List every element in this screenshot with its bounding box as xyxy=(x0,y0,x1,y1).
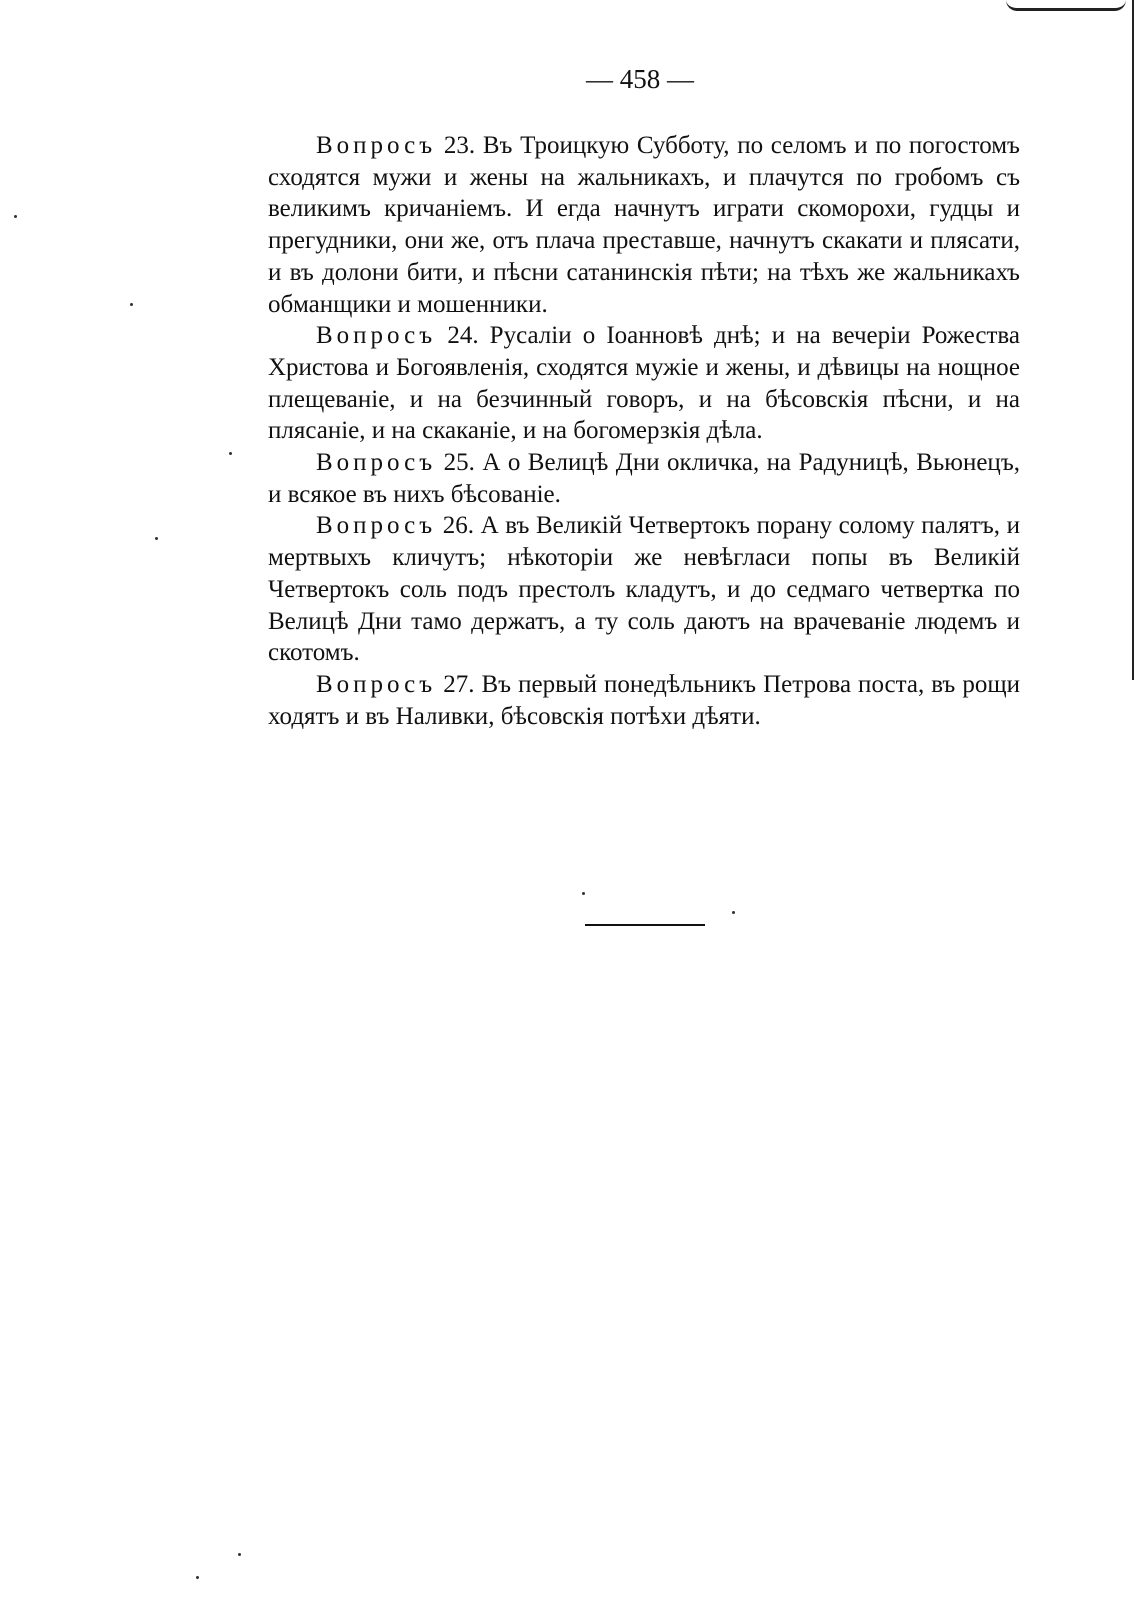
paragraph-question-26 xyxy=(268,510,1020,669)
page-number: — 458 — xyxy=(586,64,694,94)
end-divider-rule xyxy=(585,924,705,926)
paragraph-question-27 xyxy=(268,669,1020,732)
scan-speck xyxy=(130,303,133,306)
scan-speck xyxy=(196,1576,199,1579)
scan-speck xyxy=(238,1553,241,1556)
paragraph-text: 23. Въ Троицкую Субботу, по селомъ и по погостомъ сходятся мужи и жены на жальникахъ, и плачутся по гробомъ съ великимъ кричаніемъ. И егда начнутъ играти скоморохи, гудцы и прегудники, они же, отъ плача преставше, начнутъ скакати и плясати, и въ долони бити, и пѣсни сатанинскія пѣти; на тѣхъ же жальникахъ обманщики и мошенники. xyxy=(268,132,1020,318)
scan-edge-line xyxy=(1132,0,1134,680)
scan-speck xyxy=(155,537,158,540)
scan-speck xyxy=(229,452,232,455)
paragraph-text: 26. А въ Великій Четвертокъ порану солому палятъ, и мертвыхъ кличутъ; нѣкоторіи же невѣгласи попы въ Великій Четвертокъ соль подъ престолъ кладутъ, и до седмаго четвертка по Велицѣ Дни тамо держатъ, а ту соль даютъ на врачеваніе людемъ и скотомъ. xyxy=(268,512,1020,667)
question-label: Вопросъ xyxy=(316,132,437,159)
paragraph-question-24 xyxy=(268,320,1020,447)
scan-speck xyxy=(732,911,735,914)
question-label: Вопросъ xyxy=(316,512,437,540)
question-label: Вопросъ xyxy=(316,322,437,350)
paragraph-question-23 xyxy=(268,130,1020,320)
question-label: Вопросъ xyxy=(316,670,437,698)
paragraph-text: 27. Въ первый понедѣльникъ Петрова поста, въ рощи ходятъ и въ Наливки, бѣсовскія потѣхи дѣяти. xyxy=(268,670,1020,730)
paragraph-question-25 xyxy=(268,447,1020,510)
main-text xyxy=(268,130,1020,732)
question-label: Вопросъ xyxy=(316,449,437,477)
scan-speck xyxy=(14,215,17,218)
paragraph-text: 25. А о Велицѣ Дни окличка, на Радуницѣ, Вьюнецъ, и всякое въ нихъ бѣсованіе. xyxy=(268,449,1020,508)
scan-edge-mark xyxy=(1006,0,1126,11)
scan-speck xyxy=(582,892,585,895)
paragraph-text: 24. Русаліи о Іоанновѣ днѣ; и на вечеріи Рожества Христова и Богоявленія, сходятся мужіе и жены, и дѣвицы на нощное плещеваніе, и на безчинный говоръ, и на бѣсовскія пѣсни, и на плясаніе, и на скаканіе, и на богомерзкія дѣла. xyxy=(268,322,1020,445)
